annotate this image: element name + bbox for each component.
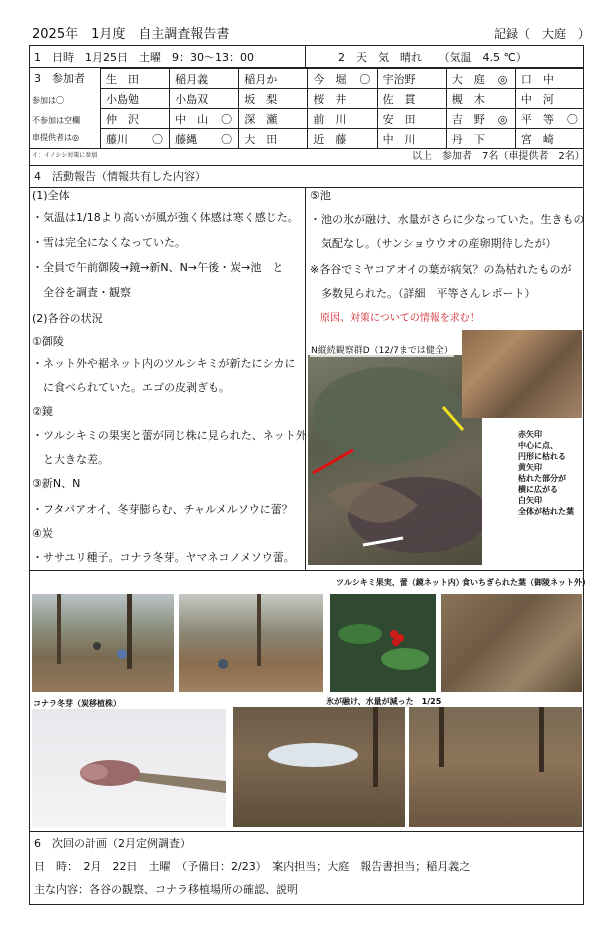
divider <box>29 187 584 188</box>
tree-trunk <box>127 594 132 669</box>
arrow-note: 赤矢印 <box>518 430 542 439</box>
konara-caption: コナラ冬芽（炭移植株） <box>33 699 121 708</box>
activity-line: ※各谷でミヤコアオイの葉が病気？の為枯れたものが <box>310 263 572 276</box>
recorder-label: 記録（ 大庭 ） <box>494 27 591 41</box>
table-rule <box>238 68 239 148</box>
participant-name: 佐 貫 <box>382 93 416 106</box>
activity-line: 多数見られた。（詳細 平等さんレポート） <box>310 287 536 300</box>
participant-name: 坂 梨 <box>244 93 278 106</box>
participant-mark: 〇 <box>221 113 233 126</box>
tree-trunk <box>373 707 378 787</box>
next-content: 主な内容：各谷の観察、コナラ移植場所の確認、説明 <box>34 883 298 896</box>
participant-name: 宮 崎 <box>520 133 554 146</box>
activity-line: ・ネット外や裾ネット内のツルシキミが新たにシカに <box>32 357 296 370</box>
legend-boar: イ：イノシシ対策に参加 <box>32 152 98 159</box>
activity-line: 全谷を調査・観察 <box>32 286 131 299</box>
divider <box>305 45 306 67</box>
bud <box>80 764 108 780</box>
arrow-note: 白矢印 <box>518 496 542 505</box>
participant-name: 大 田 <box>244 133 278 146</box>
table-rule <box>583 68 584 148</box>
info-request: 原因、対策についての情報を求む！ <box>320 313 480 324</box>
table-rule <box>307 68 308 148</box>
participant-name: 小島双 <box>175 93 209 106</box>
survey-valley-photo <box>179 594 323 692</box>
leaf-shape <box>338 624 382 644</box>
participant-name: 大 庭 <box>451 73 485 86</box>
red-berry <box>392 638 400 646</box>
leaf-disease-photo <box>308 355 482 565</box>
legend-attend: 参加は〇 <box>32 96 64 105</box>
activity-line: ・ササユリ種子。コナラ冬芽。ヤマネコノメソウ蕾。 <box>32 551 295 564</box>
tree-trunk <box>539 707 544 772</box>
activity-line: と大きな差。 <box>32 453 109 466</box>
leaf-litter-photo <box>462 330 582 418</box>
pond-ice-photo <box>233 707 405 827</box>
participant-name: 宇治野 <box>382 73 416 86</box>
participant-name: 今 堀 <box>313 73 347 86</box>
participant-name: 前 川 <box>313 113 347 126</box>
leaf-shape <box>313 367 463 463</box>
activity-line: ・池の氷が融け、水量がさらに少なっていた。生きもの <box>310 213 585 226</box>
participant-name: 藤川 <box>106 133 128 146</box>
participant-name: 平 等 <box>520 113 554 126</box>
column-divider <box>305 187 306 570</box>
table-rule <box>100 128 584 129</box>
table-rule <box>100 68 101 148</box>
tree-trunk <box>439 707 444 767</box>
report-title: 2025年 1月度 自主調査報告書 <box>32 27 230 42</box>
participant-name: 口 中 <box>520 73 554 86</box>
activity-line: ⑤池 <box>310 189 331 202</box>
participant-name: 小島勉 <box>106 93 139 106</box>
activity-line: ・ツルシキミの果実と蕾が同じ株に見られた、ネット外 <box>32 429 307 442</box>
next-plan-heading: 6 次回の計画（2月定例調査） <box>34 837 191 850</box>
participant-name: 中 河 <box>520 93 554 106</box>
participant-name: 仲 沢 <box>106 113 139 126</box>
weather-line: 2 天 気 晴れ （気温 4.5 ℃） <box>338 51 527 64</box>
date-line: 1 日時 1月25日 土曜 9：30～13：00 <box>34 51 254 64</box>
participant-mark: 〇 <box>359 73 371 86</box>
divider <box>29 165 584 166</box>
leaf-shape <box>381 648 429 670</box>
activity-line: ・雪は完全になくなっていた。 <box>32 236 186 249</box>
participant-mark: 〇 <box>221 133 233 146</box>
participant-name: 深 瀬 <box>244 113 278 126</box>
ice-patch <box>268 743 358 767</box>
participant-name: 桜 井 <box>313 93 347 106</box>
table-rule <box>100 108 584 109</box>
participant-name: 丹 下 <box>451 133 485 146</box>
activity-line: に食べられていた。エゴの皮剥ぎも。 <box>32 381 230 394</box>
table-rule <box>515 68 516 148</box>
eaten-leaf-caption: 食いちぎられた葉（御陵ネット外） <box>462 578 590 587</box>
participant-mark: 〇 <box>566 113 578 126</box>
table-rule <box>29 68 30 148</box>
participant-name: 安 田 <box>382 113 416 126</box>
arrow-note: 中心に点、 <box>518 441 558 450</box>
participant-name: 中 川 <box>382 133 416 146</box>
activity-line: 気配なし。（サンショウウオの産卵期待したが） <box>310 237 557 250</box>
activity-heading: 4 活動報告（情報共有した内容） <box>34 170 206 183</box>
turushikimi-photo <box>330 594 436 692</box>
participant-mark: ◎ <box>497 73 508 86</box>
table-rule <box>377 68 378 148</box>
participant-name: 近 藤 <box>313 133 347 146</box>
arrow-note: 枯れた部分が <box>518 474 566 483</box>
person-figure <box>218 659 228 669</box>
table-rule <box>100 68 584 69</box>
arrow-note: 円形に枯れる <box>518 452 566 461</box>
activity-line: ②鏡 <box>32 405 53 418</box>
activity-line: ①御陵 <box>32 335 64 348</box>
survey-forest-photo <box>32 594 174 692</box>
activity-line: ・全員で午前御陵→鏡→新N、N→午後・炭→池 と <box>32 261 284 274</box>
activity-line: ・気温は1/18より高いが風が強く体感は寒く感じた。 <box>32 211 299 224</box>
participant-mark: 〇 <box>152 133 163 146</box>
participants-table <box>100 68 584 148</box>
red-arrow-icon <box>313 450 353 473</box>
tree-trunk <box>257 594 261 666</box>
activity-line: ④炭 <box>32 527 53 540</box>
legend-driver: 車提供者は◎ <box>32 133 79 142</box>
activity-line: ・フタバアオイ、冬芽膨らむ、チャルメルソウに蕾？ <box>32 503 293 516</box>
participant-name: 吉 野 <box>451 113 485 126</box>
participants-label: 3 参加者 <box>34 72 85 85</box>
activity-line: ③新N、N <box>32 477 81 490</box>
turushikimi-caption: ツルシキミ果実、蕾（鏡ネット内） <box>336 578 464 587</box>
divider <box>29 148 584 149</box>
activity-line: (2)各谷の状況 <box>32 312 103 325</box>
participant-name: 生 田 <box>106 73 139 86</box>
activity-line: (1)全体 <box>32 189 70 202</box>
participant-name: 中 山 <box>175 113 209 126</box>
participant-name: 藤縄 <box>175 133 198 146</box>
table-rule <box>169 68 170 148</box>
person-figure <box>93 642 101 650</box>
divider <box>29 831 584 832</box>
arrow-note: 全体が枯れた葉 <box>518 507 574 516</box>
arrow-note: 横に広がる <box>518 485 558 494</box>
tree-trunk <box>57 594 61 664</box>
arrow-note: 黄矢印 <box>518 463 542 472</box>
table-rule <box>100 88 584 89</box>
pond-dry-photo <box>409 707 582 827</box>
konara-bud-photo <box>32 709 226 827</box>
pond-caption: 氷が融け、水量が減った 1/25 <box>326 697 442 706</box>
participant-mark: ◎ <box>497 113 508 126</box>
participant-name: 稲月か <box>244 73 278 86</box>
table-rule <box>446 68 447 148</box>
person-figure <box>117 649 127 659</box>
leaf-photo-caption: N縦続観察群D（12/7までは健全） <box>311 346 453 356</box>
legend-absent: 不参加は空欄 <box>32 116 80 125</box>
next-schedule: 日 時： 2月 22日 土曜 （予備日：2/23） 案内担当；大庭 報告書担当；稲月義之 <box>34 860 471 873</box>
participants-summary: 以上 参加者 7名（車提供者 2名） <box>412 151 585 162</box>
eaten-leaf-photo <box>441 594 582 692</box>
divider <box>29 570 584 571</box>
participant-name: 稲月義 <box>175 73 209 86</box>
participant-name: 槻 木 <box>451 93 485 106</box>
